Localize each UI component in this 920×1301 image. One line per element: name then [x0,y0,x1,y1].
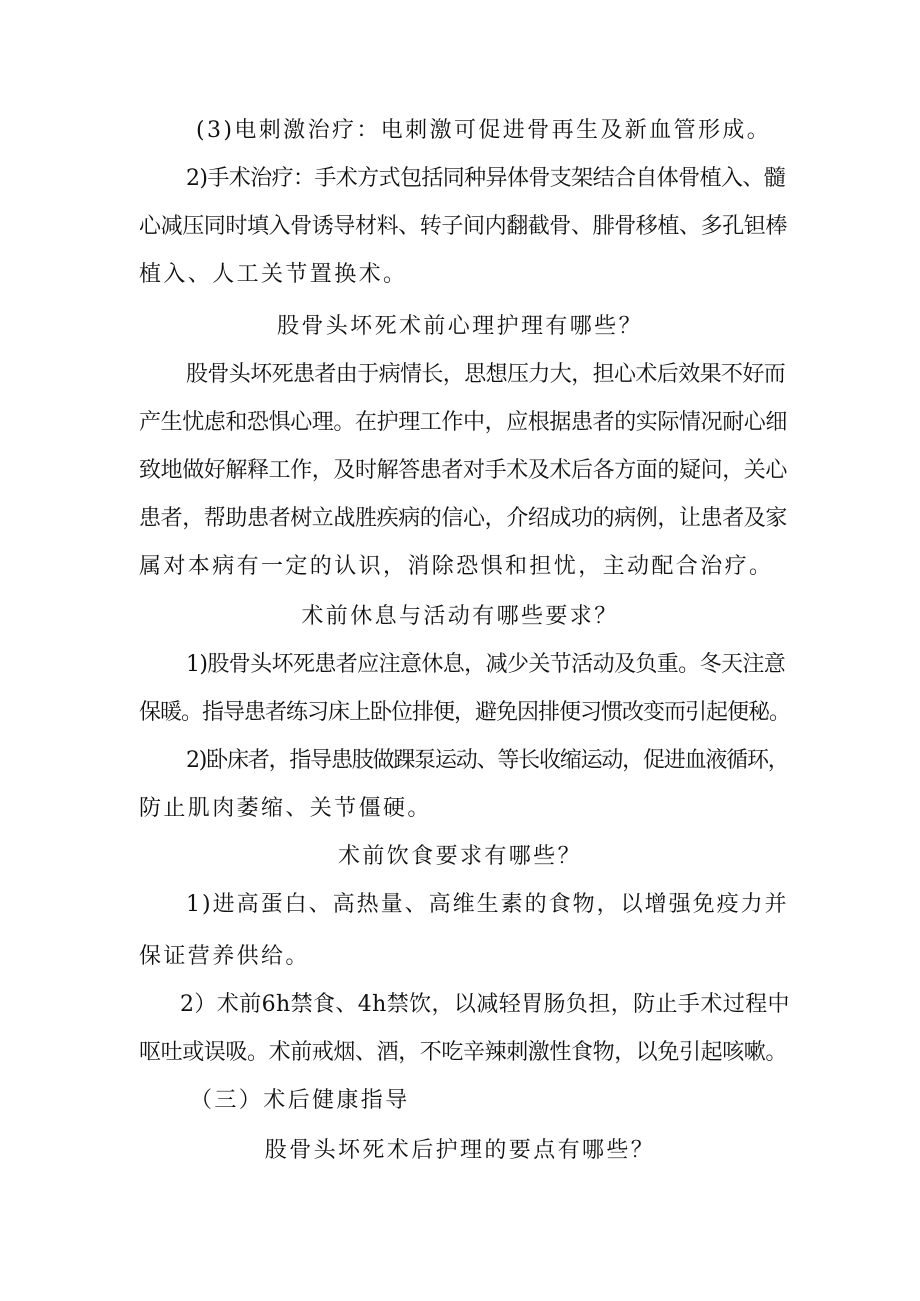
text-line: 致地做好解释工作，及时解答患者对手术及术后各方面的疑问，关心 [139,458,788,483]
text-line: 呕吐或误吸。术前戒烟、酒，不吃辛辣刺激性食物，以免引起咳嗽。 [139,1040,788,1065]
text-line: 保证营养供给。 [139,944,310,969]
section-heading: 术前饮食要求有哪些？ [337,844,582,869]
text-line: (3)电刺激治疗：电刺激可促进骨再生及新血管形成。 [196,118,772,143]
text-line: 患者，帮助患者树立战胜疾病的信心，介绍成功的病例，让患者及家 [139,506,788,531]
section-heading: 股骨头坏死术前心理护理有哪些？ [276,314,643,339]
section-heading: 股骨头坏死术后护理的要点有哪些？ [264,1138,656,1163]
text-line: 股骨头坏死患者由于病情长，思想压力大，担心术后效果不好而 [186,362,786,387]
text-line: 1)进高蛋白、高热量、高维生素的食物，以增强免疫力并 [186,892,789,917]
text-line: 防止肌肉萎缩、关节僵硬。 [139,796,432,821]
subsection-heading: （三）术后健康指导 [190,1088,410,1113]
text-line: 2)卧床者，指导患肢做踝泵运动、等长收缩运动，促进血液循环， [186,748,789,773]
text-line: 属对本病有一定的认识，消除恐惧和担忧，主动配合治疗。 [139,554,774,579]
text-line: 2)手术治疗：手术方式包括同种异体骨支架结合自体骨植入、髓 [186,166,786,191]
text-line: 2）术前6h禁食、4h禁饮，以减轻胃肠负担，防止手术过程中 [180,992,790,1017]
text-line: 心减压同时填入骨诱导材料、转子间内翻截骨、腓骨移植、多孔钽棒 [139,214,788,239]
text-line: 产生忧虑和恐惧心理。在护理工作中，应根据患者的实际情况耐心细 [139,410,788,435]
text-line: 植入、人工关节置换术。 [139,262,408,287]
text-line: 保暖。指导患者练习床上卧位排便，避免因排便习惯改变而引起便秘。 [139,700,791,725]
section-heading: 术前休息与活动有哪些要求？ [301,604,619,629]
text-line: 1)股骨头坏死患者应注意休息，减少关节活动及负重。冬天注意 [186,652,786,677]
